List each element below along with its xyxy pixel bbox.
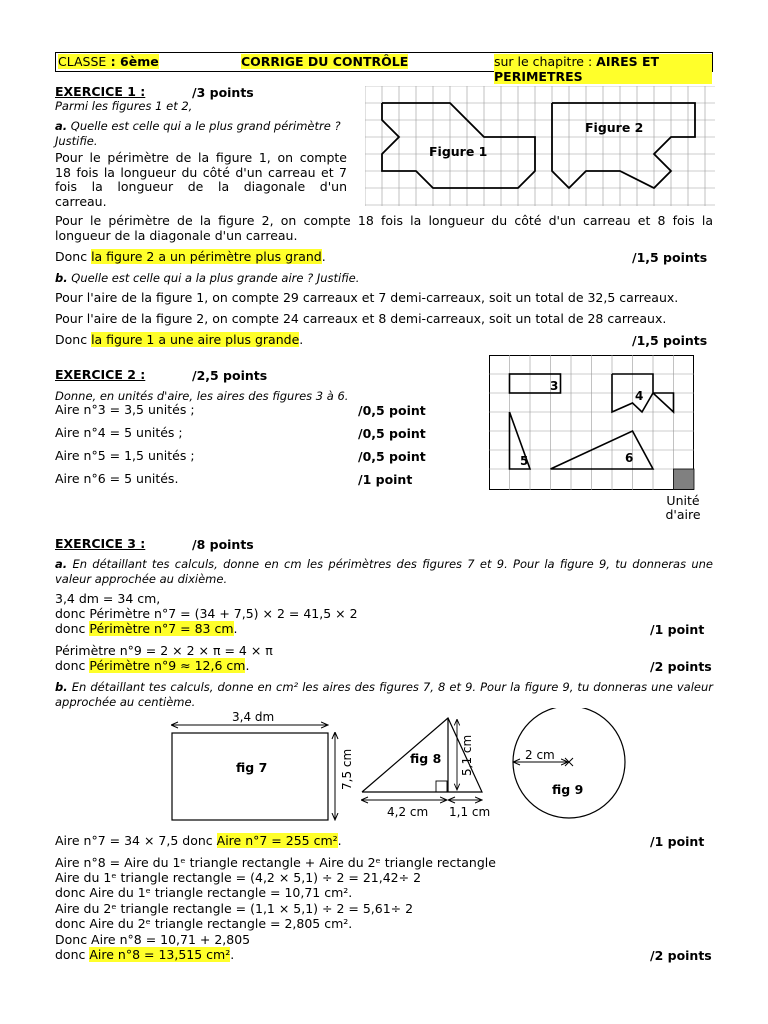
ex1-intro: Parmi les figures 1 et 2,	[55, 99, 193, 113]
figure-2-label: Figure 2	[585, 120, 644, 135]
figure-9-shape	[513, 708, 625, 818]
unit-area-label: Unité d'aire	[665, 493, 701, 522]
ex1-aire-fig2: Pour l'aire de la figure 2, on compte 24 carreaux et 8 demi-carreaux, soit un total de 28 carreaux.	[55, 311, 667, 326]
ex3-title: EXERCICE 3 :	[55, 536, 146, 551]
fig7-height-label: 7,5 cm	[340, 748, 354, 790]
ex2-intro: Donne, en unités d'aire, les aires des figures 3 à 6.	[55, 389, 349, 403]
ex3-perimeter-9: donc Périmètre n°9 ≈ 12,6 cm.	[55, 658, 250, 673]
ex1-points: /3 points	[192, 85, 254, 100]
ex1-question-b: b. Quelle est celle qui a la plus grande aire ? Justifie.	[55, 271, 360, 285]
ex3-aire-8-points: /2 points	[650, 948, 712, 963]
figure-3-label: 3	[550, 379, 559, 393]
ex3-line-1: 3,4 dm = 34 cm,	[55, 591, 161, 606]
unit-area-square	[674, 469, 695, 490]
ex3-aire-8-line-3: donc Aire du 1ᵉ triangle rectangle = 10,71 cm².	[55, 885, 353, 900]
ex1-perimeter-fig1: Pour le périmètre de la figure 1, on compte 18 fois la longueur du côté d'un carreau et 7 fois la longueur de la diagonale d'un carreau.	[55, 150, 347, 209]
ex3-aire-8-line-1: Aire n°8 = Aire du 1ᵉ triangle rectangle + Aire du 2ᵉ triangle rectangle	[55, 855, 496, 870]
figure-1-label: Figure 1	[429, 144, 488, 159]
ex1-conclusion-a: Donc la figure 2 a un périmètre plus grand.	[55, 249, 326, 264]
ex2-row-4: Aire n°4 = 5 unités ;	[55, 425, 183, 440]
ex2-row-6-points: /1 point	[358, 472, 413, 487]
ex3-line-2: donc Périmètre n°7 = (34 + 7,5) × 2 = 41,5 × 2	[55, 606, 358, 621]
ex2-row-5: Aire n°5 = 1,5 unités ;	[55, 448, 195, 463]
figures-3-6-grid	[489, 355, 695, 491]
fig7-width-label: 3,4 dm	[232, 710, 275, 724]
figure-7-shape	[172, 733, 328, 820]
ex3-points: /8 points	[192, 537, 254, 552]
ex1-points-a: /1,5 points	[632, 250, 708, 265]
figure-8-label: fig 8	[410, 751, 442, 766]
ex3-perimeter-9-points: /2 points	[650, 659, 712, 674]
figures-1-2-grid	[365, 86, 715, 206]
figure-2-shape	[552, 103, 695, 188]
ex3-aire-8-line-2: Aire du 1ᵉ triangle rectangle = (4,2 × 5,1) ÷ 2 = 21,42÷ 2	[55, 870, 422, 885]
fig8-base2-label: 1,1 cm	[449, 805, 491, 819]
fig8-base1-label: 4,2 cm	[387, 805, 429, 819]
ex2-row-4-points: /0,5 point	[358, 426, 426, 441]
ex3-perimeter-7: donc Périmètre n°7 = 83 cm.	[55, 621, 238, 636]
ex3-question-a: a. En détaillant tes calculs, donne en cm les périmètres des figures 7 et 9. Pour la figure 9, tu donneras une valeur approchée au dixième.	[55, 557, 714, 586]
ex2-points: /2,5 points	[192, 368, 268, 383]
figure-5-label: 5	[520, 454, 529, 468]
ex3-aire-7-points: /1 point	[650, 834, 705, 849]
ex2-row-6: Aire n°6 = 5 unités.	[55, 471, 179, 486]
figure-4-label: 4	[635, 389, 644, 403]
ex3-aire-8: donc Aire n°8 = 13,515 cm².	[55, 947, 235, 962]
header-title: CORRIGE DU CONTRÔLE	[241, 54, 409, 69]
ex1-points-b: /1,5 points	[632, 333, 708, 348]
ex3-aire-8-line-4: Aire du 2ᵉ triangle rectangle = (1,1 × 5,1) ÷ 2 = 5,61÷ 2	[55, 901, 414, 916]
fig9-radius-label: 2 cm	[525, 748, 555, 762]
ex3-question-b: b. En détaillant tes calculs, donne en cm² les aires des figures 7, 8 et 9. Pour la figure 9, tu donneras une valeur approchée au centième.	[55, 680, 714, 709]
figures-7-8-9	[160, 708, 630, 823]
header-classe: CLASSE : 6ème	[58, 54, 159, 69]
ex3-aire-7: Aire n°7 = 34 × 7,5 donc Aire n°7 = 255 cm².	[55, 833, 342, 848]
ex1-title: EXERCICE 1 :	[55, 84, 146, 99]
ex1-question-a: a. Quelle est celle qui a le plus grand périmètre ? Justifie.	[55, 119, 341, 148]
ex1-conclusion-b: Donc la figure 1 a une aire plus grande.	[55, 332, 304, 347]
ex2-row-5-points: /0,5 point	[358, 449, 426, 464]
document-header	[55, 52, 713, 84]
ex3-aire-8-line-5: donc Aire du 2ᵉ triangle rectangle = 2,805 cm².	[55, 916, 353, 931]
ex2-row-3: Aire n°3 = 3,5 unités ;	[55, 402, 195, 417]
header-chapter: sur le chapitre : AIRES ET PERIMETRES	[494, 54, 712, 84]
ex3-line-4: Périmètre n°9 = 2 × 2 × π = 4 × π	[55, 643, 273, 658]
figure-9-label: fig 9	[552, 782, 584, 797]
ex1-perimeter-fig2: Pour le périmètre de la figure 2, on compte 18 fois la longueur du côté d'un carreau et 8 fois la longueur de la diagonale d'un carreau.	[55, 213, 713, 243]
figure-6-label: 6	[625, 451, 634, 465]
ex3-perimeter-7-points: /1 point	[650, 622, 705, 637]
ex2-row-3-points: /0,5 point	[358, 403, 426, 418]
ex1-aire-fig1: Pour l'aire de la figure 1, on compte 29 carreaux et 7 demi-carreaux, soit un total de 32,5 carreaux.	[55, 290, 679, 305]
ex2-title: EXERCICE 2 :	[55, 367, 146, 382]
figure-7-label: fig 7	[236, 760, 268, 775]
fig8-height-label: 5,1 cm	[460, 734, 474, 776]
ex3-aire-8-line-6: Donc Aire n°8 = 10,71 + 2,805	[55, 932, 251, 947]
